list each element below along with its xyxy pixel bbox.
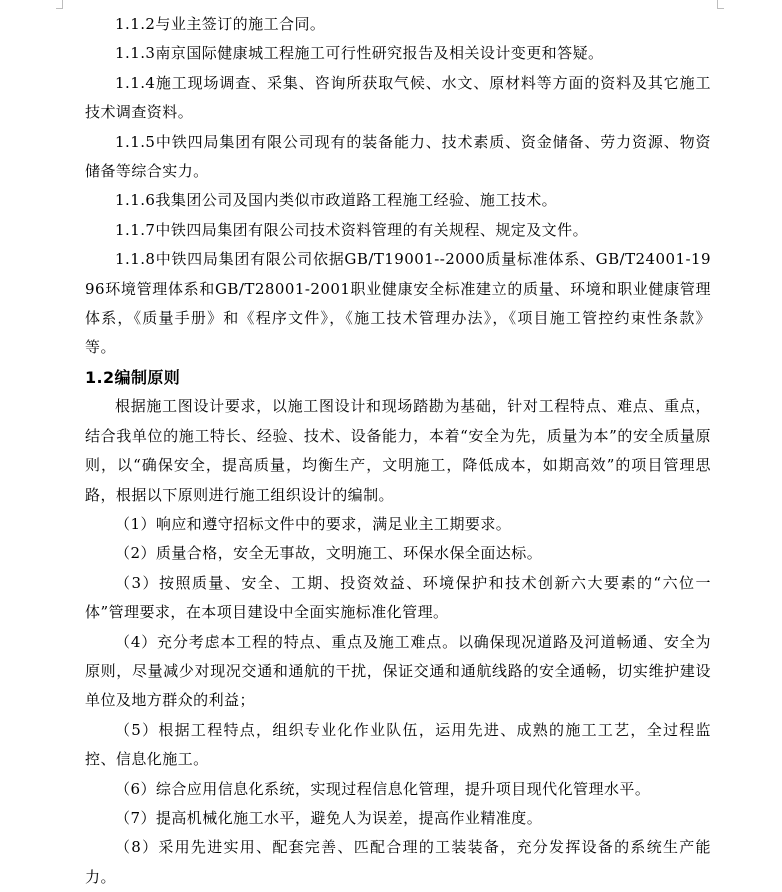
list-item-1: （1）响应和遵守招标文件中的要求，满足业主工期要求。 (115, 514, 512, 533)
list-item-5: （5）根据工程特点，组织专业化作业队伍，运用先进、成熟的施工工艺，全过程监控、信息化施工。 (85, 720, 711, 769)
crop-mark-top-left-horizontal (56, 8, 63, 9)
list-item-4: （4）充分考虑本工程的特点、重点及施工难点。以确保现况道路及河道畅通、安全为原则，尽量减少对现况交通和通航的干扰，保证交通和通航线路的安全通畅，切实维护建设单位及地方群众的利益； (85, 632, 711, 710)
crop-mark-top-right-horizontal (717, 8, 724, 9)
paragraph-1-1-5: 1.1.5中铁四局集团有限公司现有的装备能力、技术素质、资金储备、劳力资源、物资储备等综合实力。 (85, 132, 711, 181)
list-item-7: （7）提高机械化施工水平，避免人为误差，提高作业精准度。 (115, 808, 543, 827)
list-item-8: （8）采用先进实用、配套完善、匹配合理的工装装备，充分发挥设备的系统生产能力。 (85, 838, 711, 886)
section-heading: 1.2编制原则 (85, 367, 181, 387)
paragraph-1-1-2: 1.1.2与业主签订的施工合同。 (115, 15, 326, 33)
paragraph-1-1-8: 1.1.8中铁四局集团有限公司依据GB/T19001--2000质量标准体系、GB/T24001-1996环境管理体系和GB/T28001-2001职业健康安全标准建立的质量、环境和职业健康管理体系，《质量手册》和《程序文件》，《施工技术管理办法》，《项目施工管控约束性条款》等。 (85, 250, 711, 357)
paragraph-1-1-6: 1.1.6我集团公司及国内类似市政道路工程施工经验、施工技术。 (115, 191, 558, 210)
document-body (85, 10, 711, 892)
paragraph-1-1-4: 1.1.4施工现场调查、采集、咨询所获取气候、水文、原材料等方面的资料及其它施工技术调查资料。 (85, 73, 711, 122)
list-item-2: （2）质量合格，安全无事故，文明施工、环保水保全面达标。 (115, 544, 543, 563)
crop-mark-top-left (62, 0, 63, 8)
crop-mark-top-right (717, 0, 718, 8)
paragraph-1-1-7: 1.1.7中铁四局集团有限公司技术资料管理的有关规程、规定及文件。 (115, 220, 589, 239)
list-item-6: （6）综合应用信息化系统，实现过程信息化管理，提升项目现代化管理水平。 (115, 779, 651, 798)
list-item-3: （3）按照质量、安全、工期、投资效益、环境保护和技术创新六大要素的“六位一体”管理要求，在本项目建设中全面实施标准化管理。 (85, 573, 711, 622)
paragraph-1-1-3: 1.1.3南京国际健康城工程施工可行性研究报告及相关设计变更和答疑。 (115, 44, 604, 63)
paragraph-principles-intro: 根据施工图设计要求，以施工图设计和现场踏勘为基础，针对工程特点、难点、重点，结合我单位的施工特长、经验、技术、设备能力，本着“安全为先，质量为本”的安全质量原则，以“确保安全，提高质量，均衡生产，文明施工，降低成本，如期高效”的项目管理思路，根据以下原则进行施工组织设计的编制。 (85, 397, 711, 504)
